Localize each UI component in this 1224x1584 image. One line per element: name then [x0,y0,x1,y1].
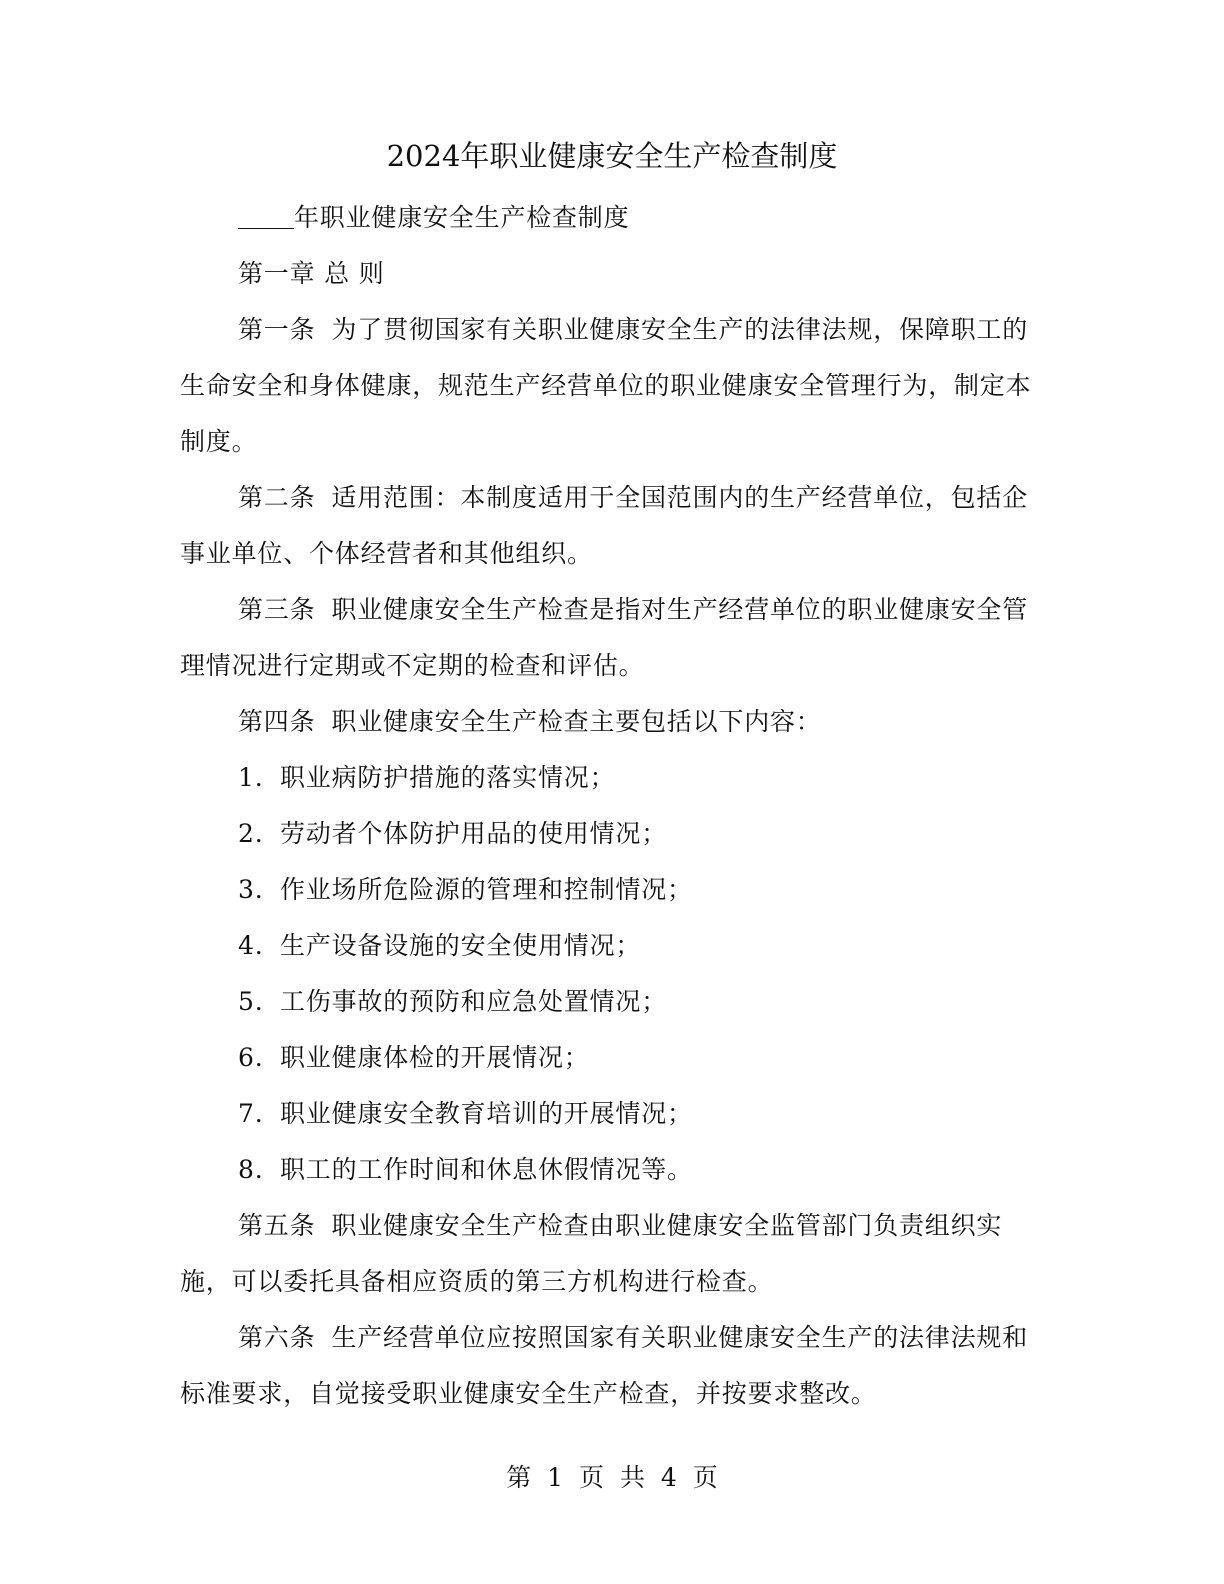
list-number: 4. [238,931,264,960]
list-text: 劳动者个体防护用品的使用情况； [280,819,668,848]
list-text: 作业场所危险源的管理和控制情况； [280,875,693,904]
article-label: 第二条 [238,483,316,512]
article-text: 生产经营单位应按照国家有关职业健康安全生产的法律法规和标准要求，自觉接受职业健康安全生产检查，并按要求整改。 [180,1323,1029,1408]
article-1 [180,302,1050,470]
list-item [180,1030,1050,1086]
article-label: 第一条 [238,315,316,344]
list-text: 职业健康体检的开展情况； [280,1043,590,1072]
list-item [180,974,1050,1030]
list-text: 职工的工作时间和休息休假情况等。 [280,1155,693,1184]
list-number: 3. [238,875,264,904]
article-text: 职业健康安全生产检查是指对生产经营单位的职业健康安全管理情况进行定期或不定期的检查和评估。 [180,595,1029,680]
list-number: 7. [238,1099,264,1128]
chapter-heading: 第一章 总 则 [238,259,385,288]
document-body [180,190,1050,1422]
list-item [180,1086,1050,1142]
article-text: 为了贯彻国家有关职业健康安全生产的法律法规，保障职工的生命安全和身体健康，规范生产经营单位的职业健康安全管理行为，制定本制度。 [180,315,1032,456]
list-text: 职业病防护措施的落实情况； [280,763,616,792]
article-text: 职业健康安全生产检查主要包括以下内容： [331,707,822,736]
blank-underline [238,200,294,229]
article-5 [180,1198,1050,1310]
article-2 [180,470,1050,582]
list-number: 5. [238,987,264,1016]
article-text: 适用范围：本制度适用于全国范围内的生产经营单位，包括企事业单位、个体经营者和其他组织。 [180,483,1029,568]
article-label: 第三条 [238,595,316,624]
list-item [180,862,1050,918]
list-number: 2. [238,819,264,848]
article-text: 职业健康安全生产检查由职业健康安全监管部门负责组织实施，可以委托具备相应资质的第三方机构进行检查。 [180,1211,1003,1296]
list-item [180,750,1050,806]
article-label: 第六条 [238,1323,316,1352]
list-text: 生产设备设施的安全使用情况； [280,931,642,960]
article-3 [180,582,1050,694]
list-number: 1. [238,763,264,792]
list-number: 6. [238,1043,264,1072]
list-text: 职业健康安全教育培训的开展情况； [280,1099,693,1128]
list-item [180,806,1050,862]
list-item [180,918,1050,974]
list-number: 8. [238,1155,264,1184]
list-item [180,1142,1050,1198]
subtitle-line [180,190,1050,246]
page-footer: 第 1 页 共 4 页 [506,1463,718,1492]
subtitle-text: 年职业健康安全生产检查制度 [294,203,630,232]
article-4 [180,694,1050,750]
document-title: 2024年职业健康安全生产检查制度 [386,139,838,173]
article-label: 第五条 [238,1211,316,1240]
article-6 [180,1310,1050,1422]
article-label: 第四条 [238,707,316,736]
list-text: 工伤事故的预防和应急处置情况； [280,987,668,1016]
